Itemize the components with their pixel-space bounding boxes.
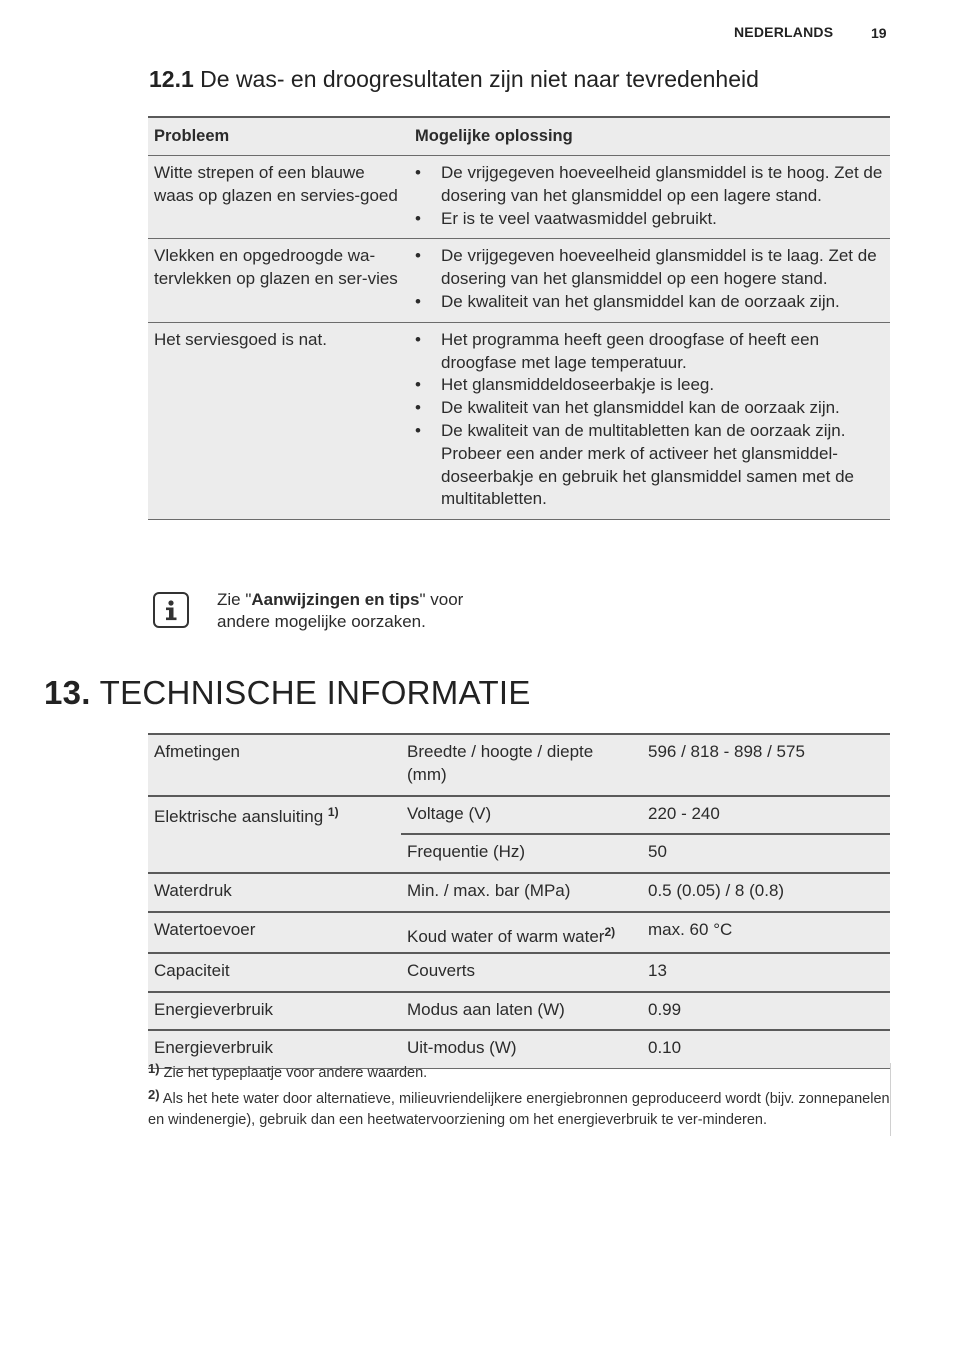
spec-value: max. 60 °C: [648, 919, 733, 939]
spec-param: [401, 913, 642, 952]
info-note-prefix: Zie ": [217, 590, 252, 609]
solution-item: • De vrijgegeven hoeveelheid glansmiddel is te laag. Zet de dosering van het glansmiddel op een hogere stand.: [415, 245, 884, 291]
problem-cell: Witte strepen of een blauwe waas op glazen en servies-goed: [154, 163, 398, 205]
table-row: [148, 993, 890, 1032]
spec-label-text: Elektrische aansluiting: [154, 806, 324, 826]
technical-info-table: [148, 733, 890, 1069]
spec-param: Modus aan laten (W): [407, 999, 565, 1019]
table-subrow: [401, 833, 890, 872]
spec-label: Capaciteit: [154, 960, 230, 980]
section-12-1-title: [149, 66, 759, 93]
footnote-mark: 2): [604, 924, 616, 939]
table-row: [148, 797, 890, 875]
spec-param: Frequentie (Hz): [407, 842, 526, 862]
troubleshooting-table: [148, 116, 890, 520]
spec-label: Energieverbruik: [154, 999, 274, 1019]
solution-cell: [409, 323, 890, 519]
spec-value: 596 / 818 - 898 / 575: [648, 742, 805, 761]
chapter-number: 13.: [44, 674, 91, 711]
solution-item: • De kwaliteit van de multitabletten kan de oorzaak zijn. Probeer een ander merk of activeer het glansmiddel-doseerbakje en gebruik het glansmiddel samen met de multitabletten.: [415, 420, 884, 511]
table-row: [148, 323, 890, 520]
footnote: [148, 1086, 890, 1132]
table-row: [148, 735, 890, 797]
table-row: [148, 913, 890, 954]
column-header-problem: Probleem: [154, 127, 230, 146]
solution-cell: [409, 239, 890, 321]
section-number: 12.1: [149, 66, 194, 92]
footnote-text: Als het hete water door alternatieve, milieuvriendelijkere energiebronnen geproduceerd wordt (bijv. zonnepanelen en windenergie), gebruik dan een heetwatervoorziening om het energieverbruik te ver-minderen.: [148, 1090, 890, 1128]
footnote-text: Zie het typeplaatje voor andere waarden.: [163, 1065, 428, 1081]
table-subrow: [401, 797, 890, 834]
spec-param: Voltage (V): [407, 803, 492, 823]
spec-label: Watertoevoer: [154, 919, 256, 939]
page-number: 19: [871, 25, 887, 41]
info-icon: [153, 592, 189, 628]
spec-value: 0.10: [648, 1038, 682, 1058]
spec-param-text: Koud water of warm water: [407, 926, 605, 946]
spec-label: Energieverbruik: [154, 1038, 274, 1058]
spec-value: 50: [648, 842, 667, 862]
spec-value: 220 - 240: [648, 803, 720, 823]
table-row: [148, 954, 890, 993]
spec-param: Breedte / hoogte / diepte (mm): [407, 742, 594, 784]
info-note-link: Aanwijzingen en tips: [251, 590, 420, 609]
spec-value: 0.99: [648, 999, 682, 1019]
solution-item: • Er is te veel vaatwasmiddel gebruikt.: [415, 208, 884, 231]
footnote: [148, 1063, 890, 1085]
spec-label: [148, 797, 401, 873]
page-header-language: NEDERLANDS: [734, 24, 834, 40]
chapter-13-title: [44, 674, 531, 712]
solution-cell: [409, 156, 890, 238]
footnotes: [148, 1063, 891, 1136]
footnote-mark: 2): [148, 1086, 160, 1102]
spec-param: Couverts: [407, 960, 476, 980]
info-note: [217, 589, 477, 633]
problem-cell: Vlekken en opgedroogde wa-tervlekken op glazen en ser-vies: [154, 246, 398, 289]
solution-item: • De vrijgegeven hoeveelheid glansmiddel is te hoog. Zet de dosering van het glansmiddel op een lagere stand.: [415, 162, 884, 208]
spec-label: Waterdruk: [154, 881, 232, 901]
solution-item: • De kwaliteit van het glansmiddel kan de oorzaak zijn.: [415, 291, 884, 314]
footnote-mark: 1): [148, 1061, 160, 1076]
table-header-row: [148, 118, 890, 156]
spec-label: Afmetingen: [154, 742, 240, 761]
spec-param: Min. / max. bar (MPa): [407, 881, 571, 901]
problem-cell: Het serviesgoed is nat.: [154, 329, 327, 349]
column-header-solution: Mogelijke oplossing: [415, 127, 573, 146]
spec-value: 0.5 (0.05) / 8 (0.8): [648, 881, 785, 901]
solution-item: • De kwaliteit van het glansmiddel kan de oorzaak zijn.: [415, 397, 884, 420]
table-row: [148, 156, 890, 239]
table-row: [148, 239, 890, 322]
table-row: [148, 874, 890, 913]
section-title-text: De was- en droogresultaten zijn niet naar tevredenheid: [200, 66, 759, 92]
footnote-mark: 1): [327, 804, 339, 819]
spec-value: 13: [648, 960, 667, 980]
chapter-title-text: TECHNISCHE INFORMATIE: [99, 674, 531, 711]
solution-item: • Het glansmiddeldoseerbakje is leeg.: [415, 374, 884, 397]
solution-item: • Het programma heeft geen droogfase of heeft een droogfase met lage temperatuur.: [415, 329, 884, 375]
spec-param: Uit-modus (W): [407, 1038, 517, 1058]
info-note-suffix: " voor andere mogelijke oorzaken.: [217, 590, 464, 631]
